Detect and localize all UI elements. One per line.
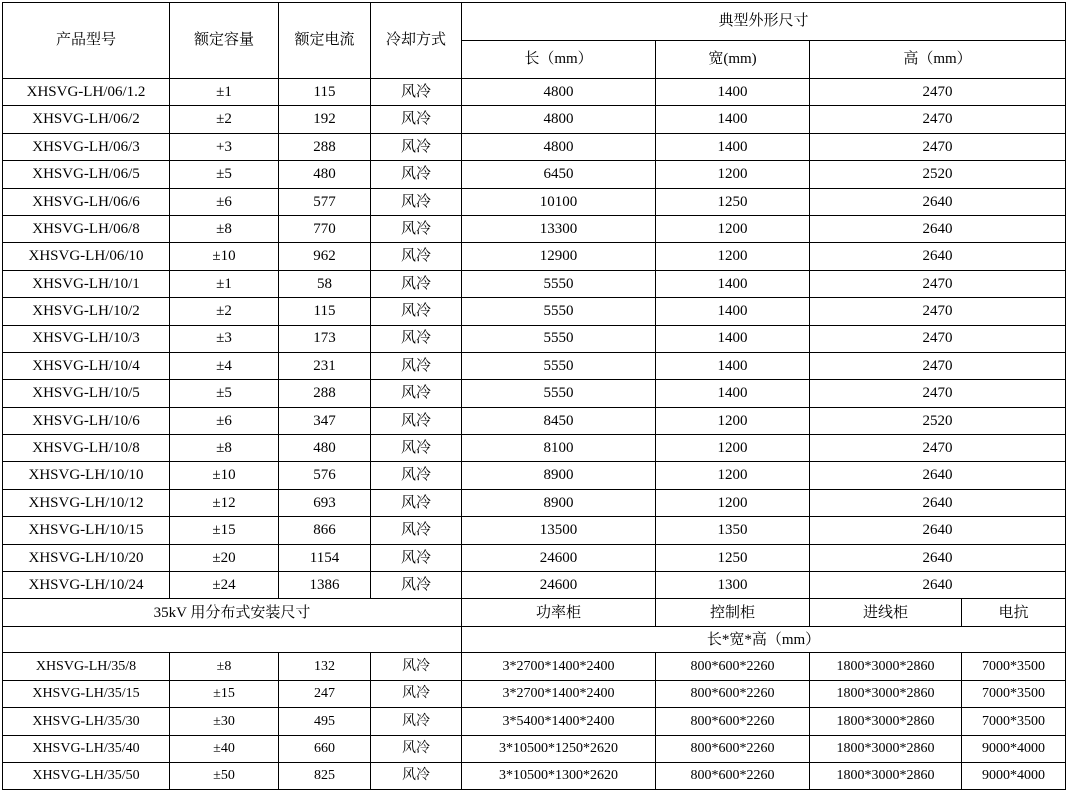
cell-capacity: ±20: [170, 544, 279, 571]
cell-width: 1200: [656, 489, 810, 516]
cell-capacity: ±3: [170, 325, 279, 352]
cell-control-cabinet: 800*600*2260: [656, 680, 810, 707]
cell-width: 1250: [656, 188, 810, 215]
cell-height: 2470: [810, 270, 1066, 297]
cell-height: 2640: [810, 215, 1066, 242]
cell-current: 231: [279, 352, 371, 379]
header-cooling: 冷却方式: [371, 3, 462, 79]
table-row: [3, 489, 1066, 516]
cell-capacity: ±10: [170, 243, 279, 270]
cell-width: 1400: [656, 380, 810, 407]
header-current: 额定电流: [279, 3, 371, 79]
cell-current: 693: [279, 489, 371, 516]
cell-cooling: 风冷: [371, 106, 462, 133]
cell-current: 866: [279, 517, 371, 544]
cell-length: 4800: [462, 133, 656, 160]
cell-power-cabinet: 3*10500*1250*2620: [462, 735, 656, 762]
cell-width: 1200: [656, 243, 810, 270]
cell-current: 480: [279, 161, 371, 188]
cell-length: 5550: [462, 380, 656, 407]
cell-model: XHSVG-LH/10/15: [3, 517, 170, 544]
cell-capacity: ±6: [170, 407, 279, 434]
cell-height: 2640: [810, 517, 1066, 544]
table-body: [3, 3, 1066, 790]
table-row: [3, 435, 1066, 462]
cell-current: 173: [279, 325, 371, 352]
cell-current: 576: [279, 462, 371, 489]
cell-height: 2640: [810, 188, 1066, 215]
cell-capacity: ±1: [170, 270, 279, 297]
table-row: [3, 243, 1066, 270]
cell-power-cabinet: 3*2700*1400*2400: [462, 680, 656, 707]
table-row: [3, 106, 1066, 133]
cell-length: 8900: [462, 489, 656, 516]
section-sub-header: 长*宽*高（mm）: [462, 627, 1066, 653]
cell-length: 5550: [462, 270, 656, 297]
cell-model: XHSVG-LH/06/1.2: [3, 79, 170, 106]
cell-width: 1200: [656, 435, 810, 462]
cell-reactor: 9000*4000: [962, 762, 1066, 789]
header-model: 产品型号: [3, 3, 170, 79]
cell-model: XHSVG-LH/10/20: [3, 544, 170, 571]
table-row: [3, 762, 1066, 789]
section-header-row: [3, 599, 1066, 627]
cell-model: XHSVG-LH/10/2: [3, 298, 170, 325]
cell-width: 1400: [656, 352, 810, 379]
cell-model: XHSVG-LH/06/2: [3, 106, 170, 133]
cell-capacity: ±40: [170, 735, 279, 762]
cell-cooling: 风冷: [371, 462, 462, 489]
header-capacity: 额定容量: [170, 3, 279, 79]
cell-height: 2470: [810, 133, 1066, 160]
table-row: [3, 544, 1066, 571]
cell-capacity: ±8: [170, 653, 279, 680]
table-row: [3, 270, 1066, 297]
cell-length: 5550: [462, 325, 656, 352]
cell-cooling: 风冷: [371, 270, 462, 297]
cell-current: 115: [279, 298, 371, 325]
cell-incoming-cabinet: 1800*3000*2860: [810, 653, 962, 680]
cell-width: 1200: [656, 161, 810, 188]
table-row: [3, 653, 1066, 680]
cell-capacity: ±50: [170, 762, 279, 789]
cell-model: XHSVG-LH/06/3: [3, 133, 170, 160]
cell-current: 962: [279, 243, 371, 270]
table-row: [3, 517, 1066, 544]
cell-length: 10100: [462, 188, 656, 215]
cell-capacity: ±5: [170, 161, 279, 188]
cell-height: 2470: [810, 435, 1066, 462]
cell-capacity: ±10: [170, 462, 279, 489]
cell-cooling: 风冷: [371, 79, 462, 106]
cell-control-cabinet: 800*600*2260: [656, 735, 810, 762]
cell-cooling: 风冷: [371, 380, 462, 407]
cell-height: 2470: [810, 298, 1066, 325]
cell-capacity: ±2: [170, 106, 279, 133]
cell-cooling: 风冷: [371, 735, 462, 762]
cell-height: 2470: [810, 380, 1066, 407]
cell-current: 770: [279, 215, 371, 242]
cell-cooling: 风冷: [371, 133, 462, 160]
cell-current: 825: [279, 762, 371, 789]
cell-cooling: 风冷: [371, 215, 462, 242]
cell-cooling: 风冷: [371, 407, 462, 434]
cell-capacity: ±6: [170, 188, 279, 215]
cell-cooling: 风冷: [371, 435, 462, 462]
cell-model: XHSVG-LH/10/8: [3, 435, 170, 462]
cell-cooling: 风冷: [371, 708, 462, 735]
cell-current: 1154: [279, 544, 371, 571]
table-row: [3, 161, 1066, 188]
cell-height: 2470: [810, 106, 1066, 133]
header-dimensions-group: 典型外形尺寸: [462, 3, 1066, 41]
cell-power-cabinet: 3*5400*1400*2400: [462, 708, 656, 735]
cell-model: XHSVG-LH/10/5: [3, 380, 170, 407]
table-row: [3, 352, 1066, 379]
cabinet-power-header: 功率柜: [462, 599, 656, 627]
cabinet-reactor-header: 电抗: [962, 599, 1066, 627]
cell-width: 1400: [656, 106, 810, 133]
cell-cooling: 风冷: [371, 762, 462, 789]
cell-capacity: ±8: [170, 215, 279, 242]
cell-model: XHSVG-LH/10/1: [3, 270, 170, 297]
cell-model: XHSVG-LH/10/10: [3, 462, 170, 489]
cell-model: XHSVG-LH/35/30: [3, 708, 170, 735]
cell-length: 8450: [462, 407, 656, 434]
cell-cooling: 风冷: [371, 243, 462, 270]
table-row: [3, 298, 1066, 325]
cell-length: 4800: [462, 106, 656, 133]
cell-length: 5550: [462, 352, 656, 379]
cell-incoming-cabinet: 1800*3000*2860: [810, 735, 962, 762]
specification-table: [2, 2, 1066, 790]
cell-length: 12900: [462, 243, 656, 270]
cabinet-incoming-header: 进线柜: [810, 599, 962, 627]
cell-height: 2470: [810, 325, 1066, 352]
cell-cooling: 风冷: [371, 188, 462, 215]
table-row: [3, 325, 1066, 352]
cell-power-cabinet: 3*2700*1400*2400: [462, 653, 656, 680]
cell-width: 1300: [656, 572, 810, 599]
cell-capacity: ±30: [170, 708, 279, 735]
cell-current: 660: [279, 735, 371, 762]
cell-height: 2470: [810, 79, 1066, 106]
cell-capacity: ±8: [170, 435, 279, 462]
cell-power-cabinet: 3*10500*1300*2620: [462, 762, 656, 789]
cell-model: XHSVG-LH/06/5: [3, 161, 170, 188]
header-row-top: [3, 3, 1066, 41]
cell-capacity: ±5: [170, 380, 279, 407]
table-row: [3, 380, 1066, 407]
cell-reactor: 7000*3500: [962, 680, 1066, 707]
cell-height: 2470: [810, 352, 1066, 379]
header-width: 宽(mm): [656, 41, 810, 79]
cell-width: 1200: [656, 215, 810, 242]
cell-current: 192: [279, 106, 371, 133]
cell-model: XHSVG-LH/35/15: [3, 680, 170, 707]
cell-cooling: 风冷: [371, 352, 462, 379]
cell-length: 8100: [462, 435, 656, 462]
cell-cooling: 风冷: [371, 680, 462, 707]
cell-cooling: 风冷: [371, 544, 462, 571]
cell-length: 6450: [462, 161, 656, 188]
section-subheader-row: [3, 627, 1066, 653]
cell-model: XHSVG-LH/35/50: [3, 762, 170, 789]
cell-current: 115: [279, 79, 371, 106]
cell-model: XHSVG-LH/06/8: [3, 215, 170, 242]
cell-model: XHSVG-LH/06/6: [3, 188, 170, 215]
cell-cooling: 风冷: [371, 572, 462, 599]
cell-cooling: 风冷: [371, 517, 462, 544]
table-row: [3, 735, 1066, 762]
table-row: [3, 572, 1066, 599]
cell-capacity: ±4: [170, 352, 279, 379]
cell-capacity: ±24: [170, 572, 279, 599]
cell-width: 1250: [656, 544, 810, 571]
cell-height: 2640: [810, 544, 1066, 571]
cell-current: 1386: [279, 572, 371, 599]
cell-height: 2640: [810, 462, 1066, 489]
cell-model: XHSVG-LH/35/8: [3, 653, 170, 680]
cell-current: 247: [279, 680, 371, 707]
cell-cooling: 风冷: [371, 161, 462, 188]
cell-height: 2640: [810, 572, 1066, 599]
cell-current: 480: [279, 435, 371, 462]
table-row: [3, 188, 1066, 215]
section-blank: [3, 627, 462, 653]
cell-current: 495: [279, 708, 371, 735]
cell-capacity: ±15: [170, 517, 279, 544]
cell-incoming-cabinet: 1800*3000*2860: [810, 708, 962, 735]
cell-capacity: +3: [170, 133, 279, 160]
cell-cooling: 风冷: [371, 489, 462, 516]
table-row: [3, 79, 1066, 106]
cell-height: 2520: [810, 407, 1066, 434]
cell-model: XHSVG-LH/06/10: [3, 243, 170, 270]
cell-length: 5550: [462, 298, 656, 325]
cell-height: 2640: [810, 243, 1066, 270]
cell-model: XHSVG-LH/10/4: [3, 352, 170, 379]
cell-length: 13500: [462, 517, 656, 544]
cell-capacity: ±12: [170, 489, 279, 516]
cell-length: 4800: [462, 79, 656, 106]
cell-width: 1200: [656, 462, 810, 489]
table-row: [3, 462, 1066, 489]
cell-reactor: 7000*3500: [962, 653, 1066, 680]
section-title: 35kV 用分布式安装尺寸: [3, 599, 462, 627]
cell-incoming-cabinet: 1800*3000*2860: [810, 762, 962, 789]
cell-current: 288: [279, 380, 371, 407]
cell-reactor: 7000*3500: [962, 708, 1066, 735]
cell-width: 1350: [656, 517, 810, 544]
cell-incoming-cabinet: 1800*3000*2860: [810, 680, 962, 707]
cell-width: 1400: [656, 79, 810, 106]
spec-sheet: [0, 2, 1067, 784]
cell-control-cabinet: 800*600*2260: [656, 708, 810, 735]
header-length: 长（mm）: [462, 41, 656, 79]
cell-capacity: ±1: [170, 79, 279, 106]
cell-length: 24600: [462, 572, 656, 599]
table-row: [3, 133, 1066, 160]
table-row: [3, 680, 1066, 707]
cell-width: 1400: [656, 133, 810, 160]
cell-control-cabinet: 800*600*2260: [656, 653, 810, 680]
table-row: [3, 407, 1066, 434]
table-row: [3, 215, 1066, 242]
cell-capacity: ±15: [170, 680, 279, 707]
cell-model: XHSVG-LH/10/12: [3, 489, 170, 516]
cell-width: 1400: [656, 270, 810, 297]
cell-height: 2520: [810, 161, 1066, 188]
cell-model: XHSVG-LH/10/3: [3, 325, 170, 352]
cell-cooling: 风冷: [371, 298, 462, 325]
cabinet-control-header: 控制柜: [656, 599, 810, 627]
cell-width: 1400: [656, 298, 810, 325]
cell-model: XHSVG-LH/10/6: [3, 407, 170, 434]
cell-control-cabinet: 800*600*2260: [656, 762, 810, 789]
cell-model: XHSVG-LH/35/40: [3, 735, 170, 762]
cell-length: 8900: [462, 462, 656, 489]
cell-width: 1200: [656, 407, 810, 434]
cell-length: 13300: [462, 215, 656, 242]
header-height: 高（mm）: [810, 41, 1066, 79]
cell-length: 24600: [462, 544, 656, 571]
cell-capacity: ±2: [170, 298, 279, 325]
cell-model: XHSVG-LH/10/24: [3, 572, 170, 599]
table-row: [3, 708, 1066, 735]
cell-reactor: 9000*4000: [962, 735, 1066, 762]
cell-current: 288: [279, 133, 371, 160]
cell-cooling: 风冷: [371, 325, 462, 352]
cell-current: 577: [279, 188, 371, 215]
cell-cooling: 风冷: [371, 653, 462, 680]
cell-current: 347: [279, 407, 371, 434]
cell-height: 2640: [810, 489, 1066, 516]
cell-current: 132: [279, 653, 371, 680]
cell-width: 1400: [656, 325, 810, 352]
cell-current: 58: [279, 270, 371, 297]
